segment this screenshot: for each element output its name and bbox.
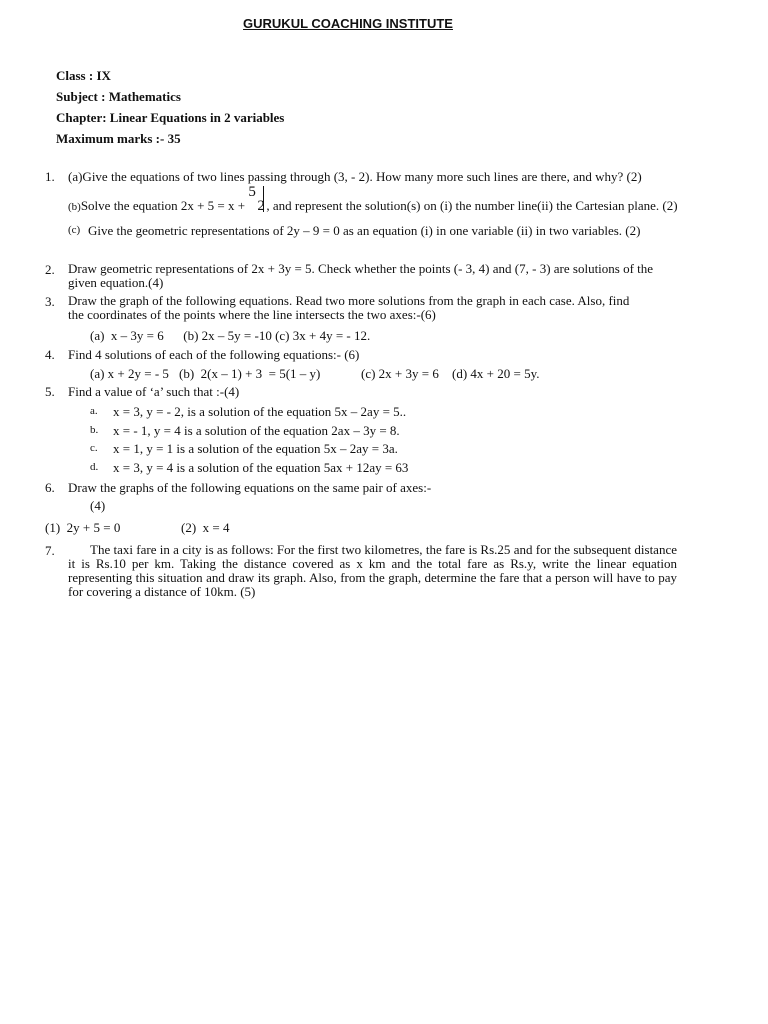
question-5-item-label: a. — [90, 405, 98, 417]
question-6-text: Draw the graphs of the following equations on the same pair of axes:- — [68, 480, 432, 495]
question-6-equation-2: (2) x = 4 — [181, 520, 230, 535]
question-3-number: 3. — [45, 294, 55, 309]
page-title: GURUKUL COACHING INSTITUTE — [243, 16, 453, 31]
question-6-equation-1: (1) 2y + 5 = 0 — [45, 520, 121, 535]
question-5-item-label: c. — [90, 442, 98, 454]
fraction-numerator: 5 — [248, 184, 256, 200]
question-1b-text-post: , and represent the solution(s) on (i) the number line(ii) the Cartesian plane. (2) — [266, 198, 678, 213]
question-5-number: 5. — [45, 384, 55, 399]
question-1c-text: Give the geometric representations of 2y – 9 = 0 as an equation (i) in one variable (ii) in two variables. (2) — [88, 223, 641, 238]
question-5-item-label: d. — [90, 461, 99, 473]
question-3-parts: (a) x – 3y = 6 (b) 2x – 5y = -10 (c) 3x + 4y = - 12. — [90, 328, 371, 343]
question-5-item-label: b. — [90, 424, 99, 436]
question-1b — [68, 184, 678, 214]
question-7-number: 7. — [45, 543, 55, 558]
question-2-number: 2. — [45, 262, 55, 277]
question-1b-text-pre: Solve the equation 2x + 5 = x + — [80, 198, 249, 213]
question-4-text: Find 4 solutions of each of the following equations:- (6) — [68, 347, 360, 362]
question-1b-label: (b) — [68, 201, 81, 213]
question-4-part-d: (d) 4x + 20 = 5y. — [452, 366, 540, 381]
question-6-number: 6. — [45, 480, 55, 495]
question-4-part-c: (c) 2x + 3y = 6 — [361, 366, 439, 381]
question-4-part-a: (a) x + 2y = - 5 — [90, 366, 169, 381]
question-7-text: The taxi fare in a city is as follows: For the first two kilometres, the fare is Rs.25 and for the subsequent distance it is Rs.10 per km. Taking the distance covered as x km and the total fare as Rs.y, write the linear equation representing this situation and draw its graph. Also, from the graph, determine the fare that a person will have to pay for covering a distance of 10km. (5) — [68, 542, 677, 599]
question-5-item-text: x = 1, y = 1 is a solution of the equation 5x – 2ay = 3a. — [113, 441, 398, 456]
fraction-denominator: 2 — [257, 198, 265, 214]
fraction-five-halves — [248, 184, 266, 214]
question-6-marks: (4) — [90, 498, 106, 513]
class-line: Class : IX — [56, 68, 111, 83]
question-2-text: Draw geometric representations of 2x + 3y = 5. Check whether the points (- 3, 4) and (7, - 3) are solutions of the given equation.(4) — [68, 261, 654, 290]
question-5-item-text: x = 3, y = 4 is a solution of the equation 5ax + 12ay = 63 — [113, 460, 409, 475]
question-5-item-text: x = - 1, y = 4 is a solution of the equation 2ax – 3y = 8. — [113, 423, 400, 438]
question-5-item-text: x = 3, y = - 2, is a solution of the equation 5x – 2ay = 5.. — [113, 404, 407, 419]
chapter-line: Chapter: Linear Equations in 2 variables — [56, 110, 285, 125]
question-4-part-b: (b) 2(x – 1) + 3 = 5(1 – y) — [179, 366, 321, 381]
question-5-text: Find a value of ‘a’ such that :-(4) — [68, 384, 240, 399]
question-1a-text: (a)Give the equations of two lines passing through (3, - 2). How many more such lines are there, and why? (2) — [68, 169, 642, 184]
question-1c-label: (c) — [68, 224, 81, 236]
subject-line: Subject : Mathematics — [56, 89, 181, 104]
question-3-text: Draw the graph of the following equations. Read two more solutions from the graph in each case. Also, find the coordinates of the points where the line intersects the two axes:-(6) — [68, 293, 630, 322]
question-1-number: 1. — [45, 169, 55, 184]
max-marks-line: Maximum marks :- 35 — [56, 131, 181, 146]
question-4-number: 4. — [45, 347, 55, 362]
